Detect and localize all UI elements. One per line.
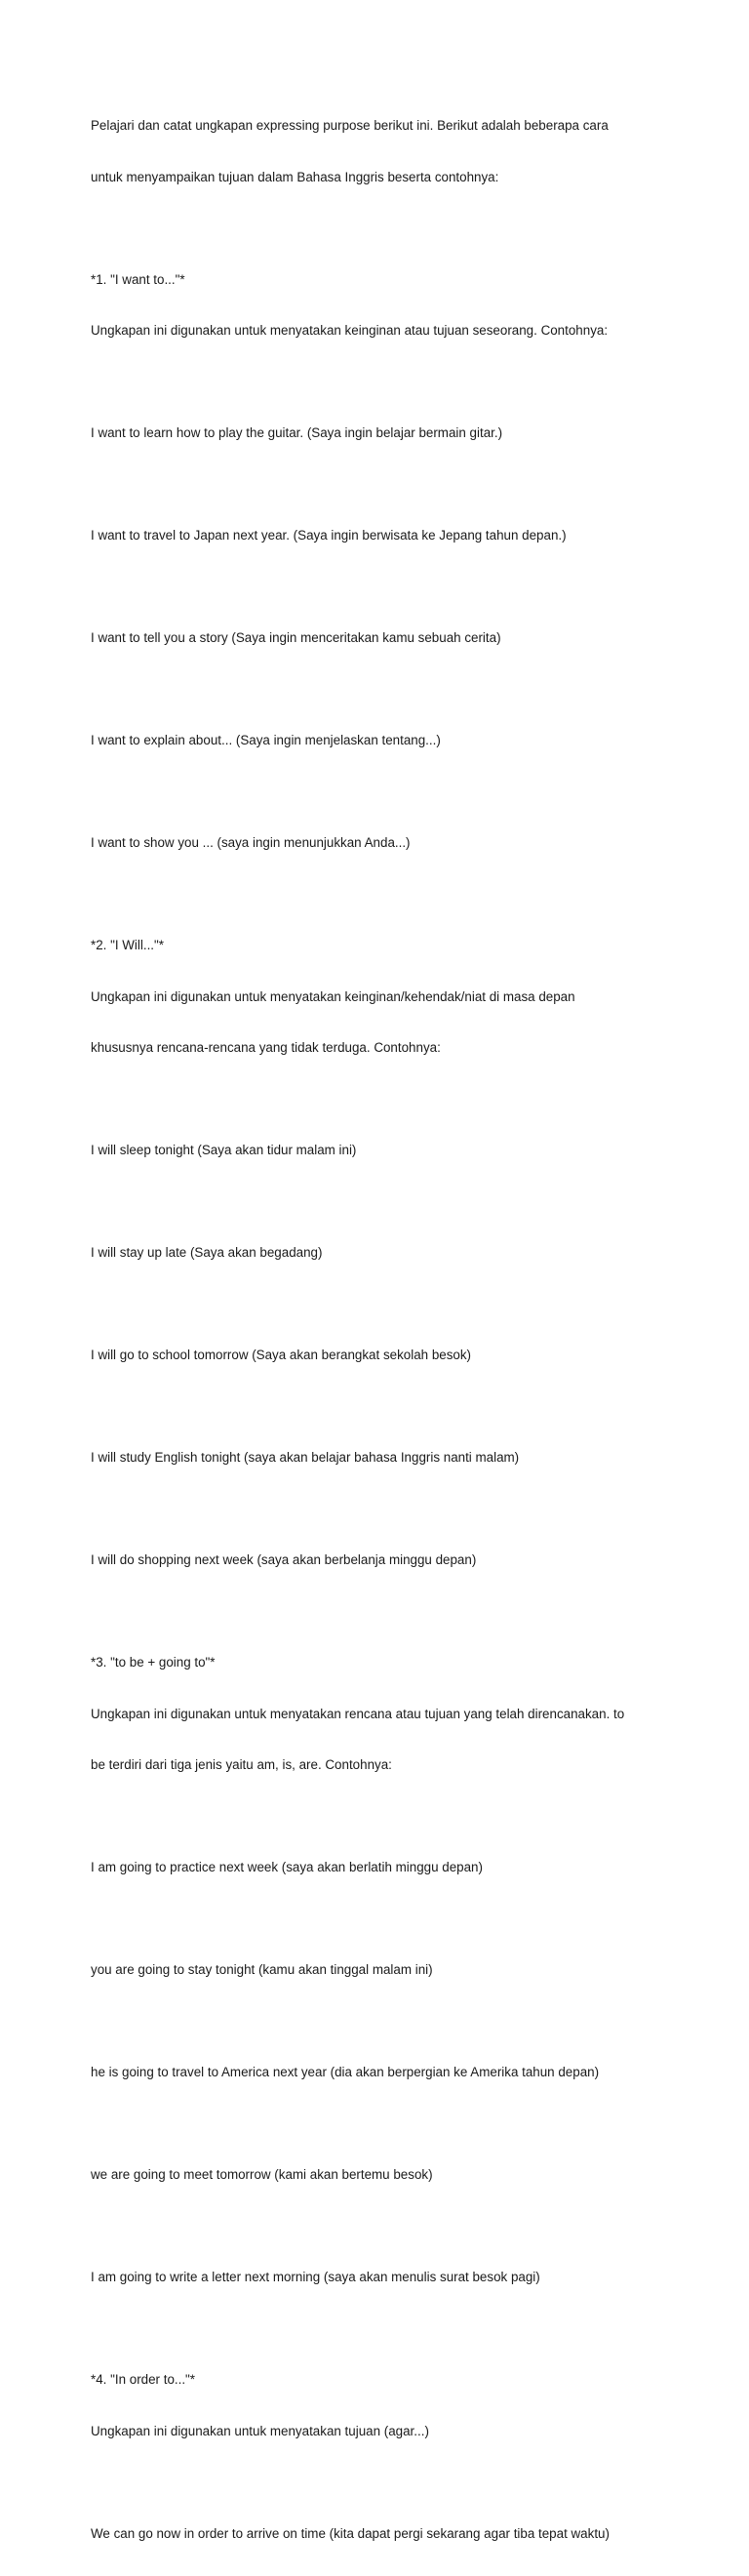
example-sentence — [91, 2132, 676, 2218]
text-line: I am going to write a letter next morning (saya akan menulis surat besok pagi) — [91, 2269, 676, 2286]
section-description: Ungkapan ini digunakan untuk menyatakan keinginan/kehendak/niat di masa depan — [91, 988, 676, 1006]
example-sentence — [91, 1415, 676, 1501]
section-1-heading-block — [91, 237, 676, 374]
example-sentence — [91, 2491, 676, 2576]
section-description: khususnya rencana-rencana yang tidak terduga. Contohnya: — [91, 1039, 676, 1057]
example-sentence — [91, 698, 676, 784]
section-2-heading-block — [91, 903, 676, 1091]
text-line: he is going to travel to America next year (dia akan berpergian ke Amerika tahun depan) — [91, 2064, 676, 2081]
text-line: I will sleep tonight (Saya akan tidur malam ini) — [91, 1142, 676, 1159]
example-sentence — [91, 2234, 676, 2320]
example-sentence — [91, 1927, 676, 2013]
section-3-heading-block — [91, 1620, 676, 1808]
text-line: I want to tell you a story (Saya ingin menceritakan kamu sebuah cerita) — [91, 629, 676, 647]
text-line: We can go now in order to arrive on time (kita dapat pergi sekarang agar tiba tepat waktu) — [91, 2525, 676, 2543]
example-sentence — [91, 2030, 676, 2115]
section-description: Ungkapan ini digunakan untuk menyatakan tujuan (agar...) — [91, 2423, 676, 2440]
text-line: I will study English tonight (saya akan belajar bahasa Inggris nanti malam) — [91, 1449, 676, 1467]
text-line: you are going to stay tonight (kamu akan tinggal malam ini) — [91, 1961, 676, 1979]
section-heading: *3. "to be + going to"* — [91, 1654, 676, 1671]
example-sentence — [91, 1517, 676, 1603]
text-line: I will do shopping next week (saya akan berbelanja minggu depan) — [91, 1551, 676, 1569]
text-line: I want to learn how to play the guitar. (Saya ingin belajar bermain gitar.) — [91, 424, 676, 442]
text-line: I am going to practice next week (saya akan berlatih minggu depan) — [91, 1859, 676, 1876]
section-description: Ungkapan ini digunakan untuk menyatakan rencana atau tujuan yang telah direncanakan. to — [91, 1706, 676, 1723]
example-sentence — [91, 493, 676, 579]
text-line: untuk menyampaikan tujuan dalam Bahasa Inggris beserta contohnya: — [91, 169, 676, 186]
document-body — [91, 83, 676, 2576]
text-line: we are going to meet tomorrow (kami akan bertemu besok) — [91, 2166, 676, 2184]
example-sentence — [91, 1210, 676, 1296]
intro-paragraph — [91, 83, 676, 220]
text-line: I want to explain about... (Saya ingin menjelaskan tentang...) — [91, 732, 676, 749]
text-line: I want to travel to Japan next year. (Saya ingin berwisata ke Jepang tahun depan.) — [91, 527, 676, 544]
text-line: I will go to school tomorrow (Saya akan berangkat sekolah besok) — [91, 1347, 676, 1364]
example-sentence — [91, 1825, 676, 1911]
text-line: I want to show you ... (saya ingin menunjukkan Anda...) — [91, 834, 676, 852]
text-line: I will stay up late (Saya akan begadang) — [91, 1244, 676, 1262]
section-description: Ungkapan ini digunakan untuk menyatakan keinginan atau tujuan seseorang. Contohnya: — [91, 322, 676, 340]
section-heading: *2. "I Will..."* — [91, 937, 676, 954]
example-sentence — [91, 595, 676, 681]
example-sentence — [91, 1312, 676, 1398]
example-sentence — [91, 390, 676, 476]
text-line: Pelajari dan catat ungkapan expressing purpose berikut ini. Berikut adalah beberapa cara — [91, 117, 676, 135]
section-heading: *4. "In order to..."* — [91, 2371, 676, 2389]
example-sentence — [91, 800, 676, 886]
section-heading: *1. "I want to..."* — [91, 271, 676, 289]
section-description: be terdiri dari tiga jenis yaitu am, is, are. Contohnya: — [91, 1756, 676, 1774]
document-page — [0, 0, 749, 999]
section-4-heading-block — [91, 2337, 676, 2474]
example-sentence — [91, 1107, 676, 1193]
